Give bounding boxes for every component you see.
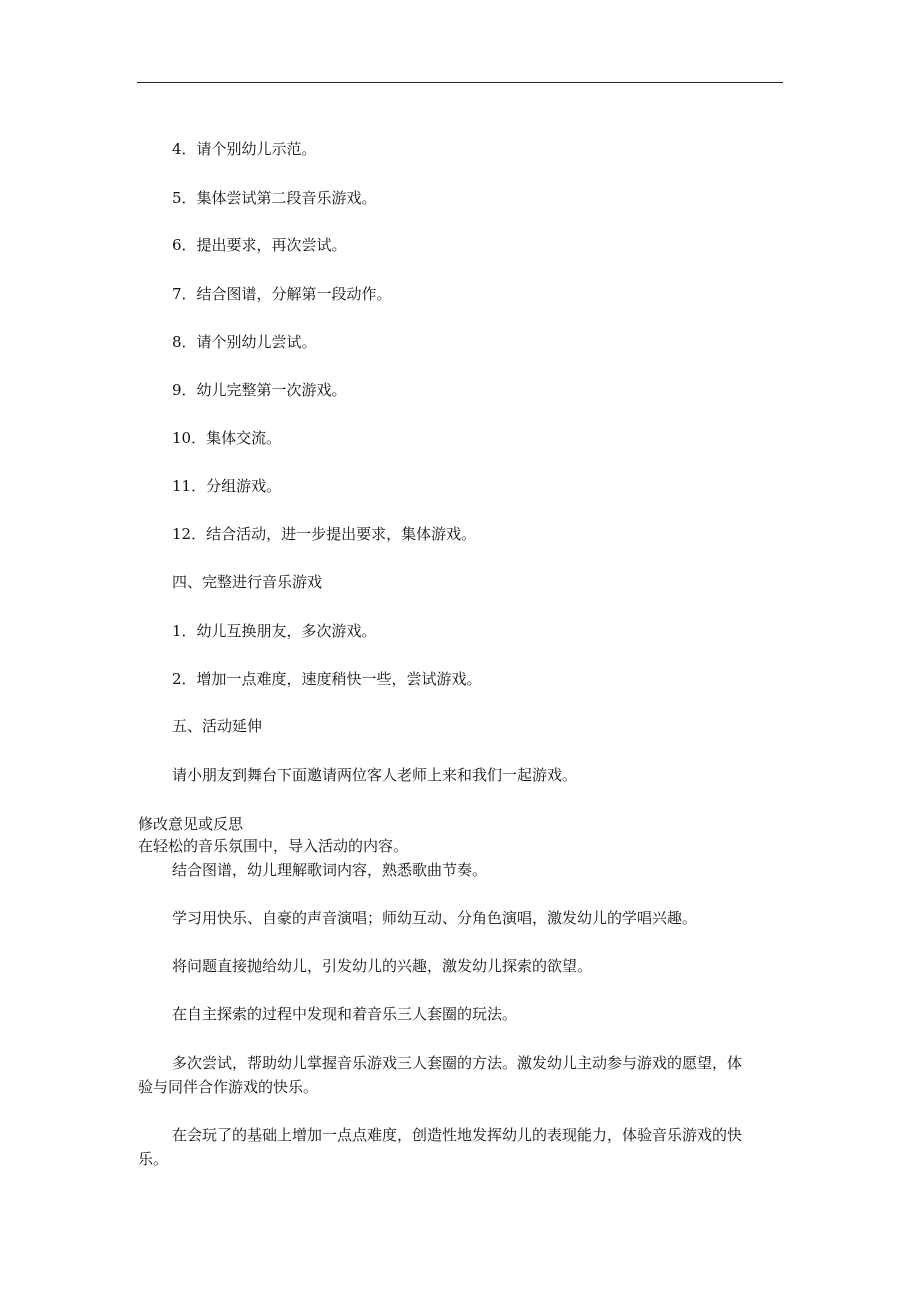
reflection-paragraph-5-line-1: 多次尝试，帮助幼儿掌握音乐游戏三人套圈的方法。激发幼儿主动参与游戏的愿望，体	[172, 1054, 743, 1072]
reflection-paragraph-6-line-2: 乐。	[138, 1150, 169, 1168]
reflection-paragraph-1: 结合图谱，幼儿理解歌词内容，熟悉歌曲节奏。	[172, 861, 488, 879]
step-5: 5．集体尝试第二段音乐游戏。	[172, 189, 377, 207]
step-8: 8．请个别幼儿尝试。	[172, 333, 317, 351]
header-rule	[137, 82, 783, 83]
section-4-step-1: 1．幼儿互换朋友，多次游戏。	[172, 622, 377, 640]
reflection-paragraph-4: 在自主探索的过程中发现和着音乐三人套圈的玩法。	[172, 1005, 518, 1023]
step-11: 11．分组游戏。	[172, 477, 282, 495]
step-6: 6．提出要求，再次尝试。	[172, 236, 347, 254]
section-4-step-2: 2．增加一点难度，速度稍快一些，尝试游戏。	[172, 670, 482, 688]
reflection-paragraph-2: 学习用快乐、自豪的声音演唱；师幼互动、分角色演唱，激发幼儿的学唱兴趣。	[172, 909, 698, 927]
step-10: 10．集体交流。	[172, 429, 282, 447]
step-12: 12．结合活动，进一步提出要求，集体游戏。	[172, 525, 477, 543]
reflection-heading: 修改意见或反思	[138, 815, 244, 833]
section-5-text: 请小朋友到舞台下面邀请两位客人老师上来和我们一起游戏。	[172, 766, 578, 784]
step-4: 4．请个别幼儿示范。	[172, 140, 317, 158]
step-9: 9．幼儿完整第一次游戏。	[172, 381, 347, 399]
reflection-paragraph-5-line-2: 验与同伴合作游戏的快乐。	[138, 1078, 319, 1096]
reflection-line-1: 在轻松的音乐氛围中，导入活动的内容。	[138, 837, 409, 855]
section-5-heading: 五、活动延伸	[172, 717, 263, 735]
reflection-paragraph-6-line-1: 在会玩了的基础上增加一点点难度，创造性地发挥幼儿的表现能力，体验音乐游戏的快	[172, 1126, 743, 1144]
step-7: 7．结合图谱，分解第一段动作。	[172, 285, 392, 303]
reflection-paragraph-3: 将问题直接抛给幼儿，引发幼儿的兴趣，激发幼儿探索的欲望。	[172, 957, 593, 975]
section-4-heading: 四、完整进行音乐游戏	[172, 573, 323, 591]
